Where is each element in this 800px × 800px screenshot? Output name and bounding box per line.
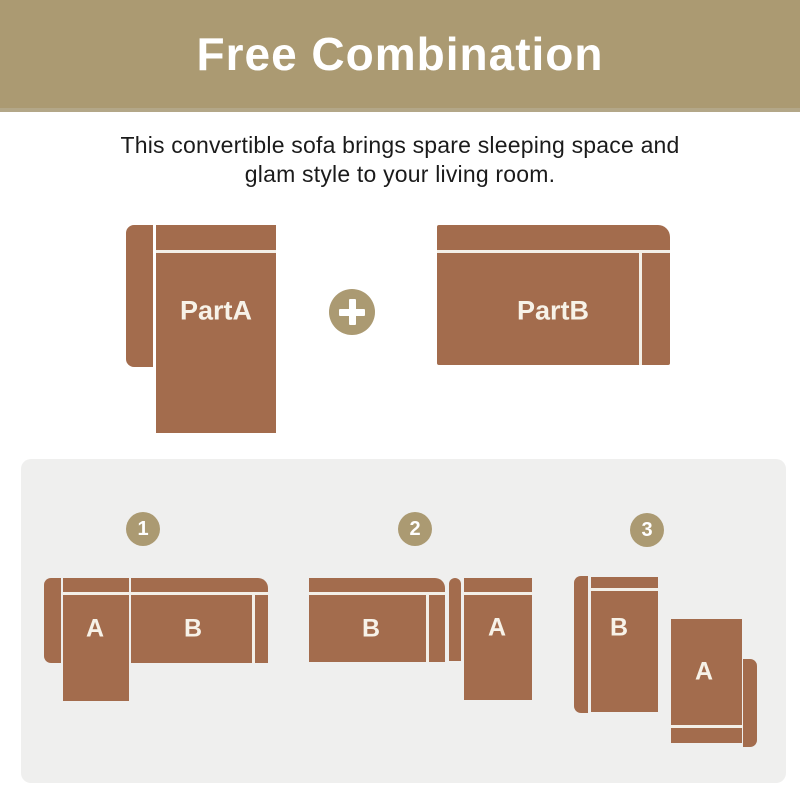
banner-title: Free Combination xyxy=(196,28,604,80)
combination-1-part-a-divider xyxy=(63,592,129,595)
combination-3-badge: 3 xyxy=(630,513,664,547)
combination-3-label-a: A xyxy=(694,657,714,686)
combination-2-part-b-armrest-divider xyxy=(426,595,429,662)
part-b-backrest-divider xyxy=(437,250,670,253)
part-a-label: PartA xyxy=(179,295,253,326)
combination-1-badge: 1 xyxy=(126,512,160,546)
combination-1-armrest xyxy=(44,578,61,663)
part-b-armrest-divider xyxy=(639,253,642,365)
combination-2-label-b: B xyxy=(361,614,381,643)
combination-3-part-b xyxy=(591,577,658,712)
combination-2-label-a: A xyxy=(487,613,507,642)
combination-3-part-b-divider xyxy=(591,588,658,591)
part-b-label: PartB xyxy=(516,295,590,326)
combination-3-label-b: B xyxy=(609,613,629,642)
combination-2-part-b-backrest-divider xyxy=(309,592,445,595)
part-a-armrest xyxy=(126,225,153,367)
banner-bottom-edge xyxy=(0,108,800,112)
combination-2-badge: 2 xyxy=(398,512,432,546)
combination-1-part-b-armrest-divider xyxy=(252,595,255,663)
part-a-backrest-divider xyxy=(156,250,276,253)
combination-1-label-a: A xyxy=(85,614,105,643)
part-a-body xyxy=(156,225,276,433)
plus-icon-vertical-bar xyxy=(349,299,356,325)
description-line-1: This convertible sofa brings spare sleeping space and xyxy=(120,132,680,158)
combination-1-label-b: B xyxy=(183,614,203,643)
description xyxy=(0,131,800,189)
combination-2-part-a-armrest xyxy=(449,578,461,661)
description-line-2: glam style to your living room. xyxy=(244,161,556,187)
combination-1-part-b-backrest-divider xyxy=(131,592,268,595)
banner xyxy=(0,0,800,108)
plus-icon xyxy=(329,289,375,335)
combination-2-part-a-divider xyxy=(464,592,532,595)
combination-3-part-a-divider xyxy=(671,725,742,728)
combination-3-part-b-backrest xyxy=(574,576,588,713)
combination-3-part-a-armrest xyxy=(743,659,757,747)
